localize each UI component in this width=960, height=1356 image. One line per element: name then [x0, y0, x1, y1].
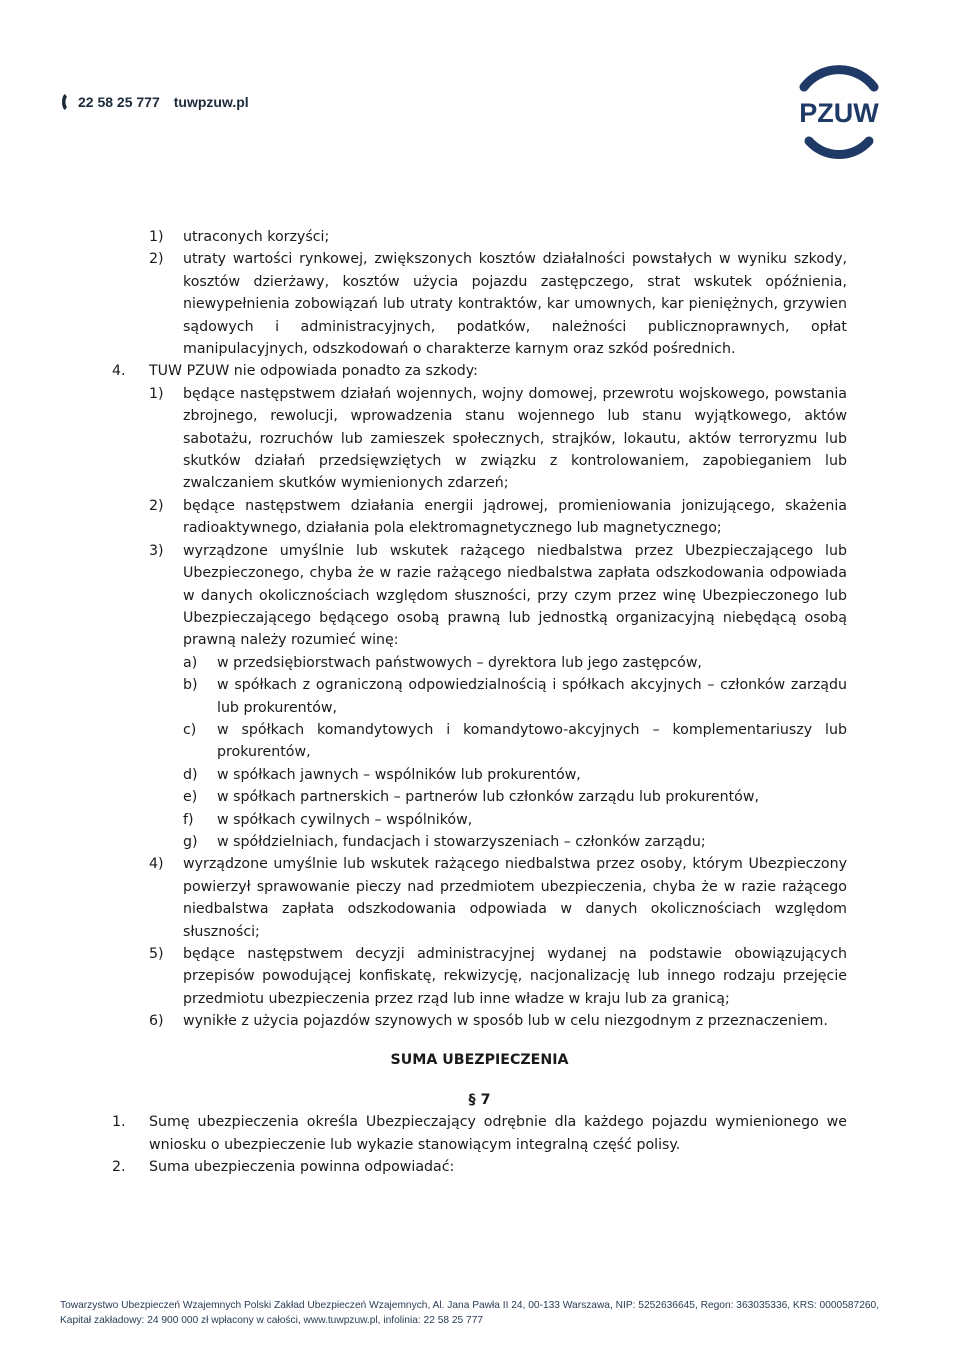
list-item-number: f) — [183, 811, 194, 828]
list-item — [112, 786, 847, 808]
list-item-text: wynikłe z użycia pojazdów szynowych w sposób lub w celu niezgodnym z przeznaczeniem. — [183, 1013, 828, 1030]
list-item-number: d) — [183, 766, 198, 783]
list-item-number: 3) — [149, 542, 164, 559]
list-item-number: a) — [183, 654, 198, 671]
list-item-number: 1. — [112, 1114, 126, 1131]
list-item — [112, 1010, 847, 1032]
footer-line-1: Towarzystwo Ubezpieczeń Wzajemnych Polski Zakład Ubezpieczeń Wzajemnych, Al. Jana Pawła II 24, 00-133 Warszawa, NIP: 5252636645, Regon: 363035336, KRS: 0000587260, — [60, 1300, 880, 1311]
list-item-number: 5) — [149, 946, 164, 962]
list-item-number: 1) — [149, 385, 164, 402]
list-item-text: w spółkach partnerskich – partnerów lub członków zarządu lub prokurentów, — [217, 789, 759, 806]
list-item-number: 1) — [149, 229, 164, 245]
list-item — [112, 248, 847, 360]
list-item-text: w spółkach cywilnych – wspólników, — [217, 811, 473, 828]
list-item — [112, 943, 847, 1010]
exclusions-list — [112, 226, 847, 1033]
header-website: tuwpzuw.pl — [173, 94, 249, 110]
list-item-text: wyrządzone umyślnie lub wskutek rażącego niedbalstwa przez osoby, którym Ubezpieczony powierzył sprawowanie pieczy nad przedmiotem ubezpieczenia, chyba że w razie rażącego niedbalstwa zapłata odszkodowania odpowiada w danych okolicznościach względom słuszności; — [183, 856, 847, 940]
list-item — [112, 853, 847, 943]
phone-icon — [60, 93, 74, 111]
list-item-text: w spółkach z ograniczoną odpowiedzialnością i spółkach akcyjnych – członków zarządu lub prokurentów, — [217, 677, 847, 716]
list-item-text: utraty wartości rynkowej, zwiększonych kosztów działalności powstałych w wyniku szkody, kosztów dzierżawy, kosztów użycia pojazdu zastępczego, strat wskutek opóźnienia, niewypełnienia zobowiązań lub utraty kontraktów, kar umownych, kar pieniężnych, grzywien sądowych i administracyjnych, podatków, należności publicznoprawnych, opłat manipulacyjnych, odszkodowań o charakterze karnym oraz szkód pośrednich. — [183, 251, 847, 358]
list-item — [112, 674, 847, 719]
list-item-text: będące następstwem działania energii jądrowej, promieniowania jonizującego, skażenia radioaktywnego, działania pola elektromagnetycznego lub magnetycznego; — [183, 497, 847, 537]
list-item — [112, 719, 847, 764]
list-item-text: w spółkach komandytowych i komandytowo-akcyjnych – komplementariuszy lub prokurentów, — [217, 721, 847, 761]
paragraph-mark: § 7 — [468, 1092, 491, 1109]
list-item-text: Suma ubezpieczenia powinna odpowiadać: — [149, 1159, 455, 1176]
list-item-number: 2) — [149, 251, 164, 268]
list-item-number: 2) — [149, 497, 164, 514]
header-contact — [60, 93, 249, 111]
list-item-text: wyrządzone umyślnie lub wskutek rażącego niedbalstwa przez Ubezpieczającego lub Ubezpieczonego, chyba że w razie rażącego niedbalstwa zapłata odszkodowania odpowiada w danych okolicznościach względom słuszności, przy czym przez winę Ubezpieczonego lub Ubezpieczającego będącego osobą prawną lub jednostką organizacyjną niebędącą osobą prawną należy rozumieć winę: — [183, 542, 847, 649]
list-item — [112, 764, 847, 786]
list-item — [112, 1156, 847, 1178]
list-item — [112, 495, 847, 540]
list-item-text: w przedsiębiorstwach państwowych – dyrektora lub jego zastępców, — [217, 654, 702, 671]
list-item-number: 6) — [149, 1013, 164, 1030]
list-item — [112, 540, 847, 652]
list-item-number: 4) — [149, 856, 164, 873]
list-item — [112, 360, 847, 382]
list-item-number: b) — [183, 677, 198, 694]
list-item-number: c) — [183, 721, 197, 738]
list-item-text: utraconych korzyści; — [183, 229, 330, 245]
list-item — [112, 831, 847, 853]
list-item — [112, 226, 847, 248]
list-item-number: 4. — [112, 363, 126, 380]
list-item-text: w spółdzielniach, fundacjach i stowarzyszeniach – członków zarządu; — [217, 833, 706, 850]
logo-text: PZUW — [799, 98, 879, 128]
footer — [60, 1298, 905, 1328]
list-item-text: TUW PZUW nie odpowiada ponadto za szkody: — [149, 363, 478, 380]
document-body — [112, 226, 847, 1179]
section-list — [112, 1111, 847, 1178]
list-item — [112, 809, 847, 831]
list-item — [112, 1111, 847, 1156]
list-item-text: będące następstwem działań wojennych, wojny domowej, przewrotu wojskowego, powstania zbrojnego, rewolucji, wprowadzenia stanu wojennego lub stanu wyjątkowego, aktów sabotażu, rozruchów lub zamieszek społecznych, strajków, lokautu, aktów terroryzmu lub skutków działań przedsięwziętych w związku z kontrolowaniem, zapobieganiem lub zwalczaniem skutków wymienionych zdarzeń; — [183, 385, 847, 492]
list-item — [112, 652, 847, 674]
footer-line-2: Kapitał zakładowy: 24 900 000 zł wpłacony w całości, www.tuwpzuw.pl, infolinia: 22 58 25 777 — [60, 1315, 484, 1326]
list-item-text: będące następstwem decyzji administracyjnej wydanej na podstawie obowiązujących przepisów powodującej konfiskatę, rekwizycję, nacjonalizację lub innego rodzaju przejęcie przedmiotu ubezpieczenia przez rząd lub inne władze w kraju lub za granicą; — [183, 946, 847, 1007]
header-phone: 22 58 25 777 — [78, 94, 160, 110]
list-item-text: w spółkach jawnych – wspólników lub prokurentów, — [217, 766, 581, 783]
list-item-text: Sumę ubezpieczenia określa Ubezpieczający odrębnie dla każdego pojazdu wymienionego we wniosku o ubezpieczenie lub wykazie stanowiącym integralną część polisy. — [149, 1114, 847, 1153]
list-item-number: g) — [183, 833, 198, 850]
list-item-number: 2. — [112, 1159, 126, 1176]
section-heading: SUMA UBEZPIECZENIA — [390, 1051, 569, 1068]
pzuw-logo — [784, 57, 894, 167]
list-item-number: e) — [183, 789, 198, 806]
list-item — [112, 383, 847, 495]
